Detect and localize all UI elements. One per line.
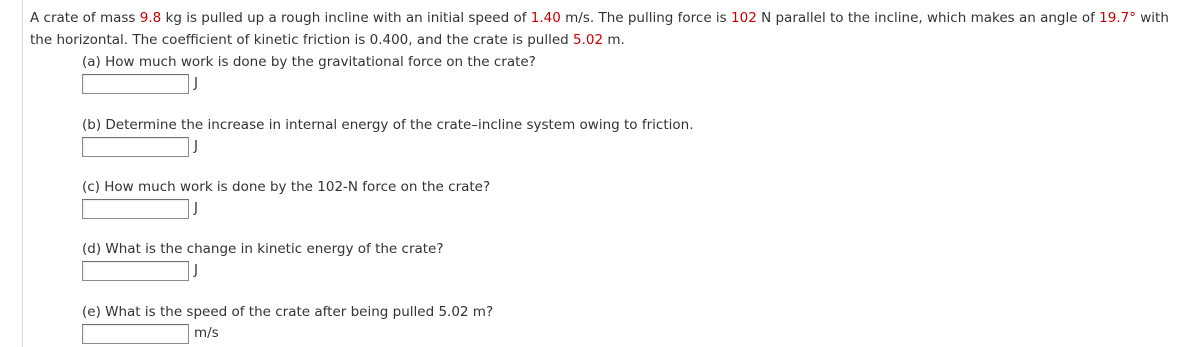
part-e-unit: m/s: [194, 325, 219, 341]
problem-statement: [30, 7, 1195, 51]
part-e: [82, 303, 493, 344]
part-e-question: (e) What is the speed of the crate after being pulled 5.02 m?: [82, 304, 494, 320]
part-c-answer-row: [82, 199, 490, 219]
problem-text-3: m/s. The pulling force is: [560, 10, 732, 26]
part-a-question: (a) How much work is done by the gravitational force on the crate?: [82, 54, 536, 70]
part-c-unit: J: [194, 200, 198, 216]
part-d-answer-input[interactable]: [82, 261, 189, 281]
part-e-answer-row: [82, 324, 493, 344]
part-a-answer-row: [82, 74, 536, 94]
part-c: [82, 178, 490, 219]
part-c-question: (c) How much work is done by the 102-N force on the crate?: [82, 179, 491, 195]
problem-text-6: m.: [603, 32, 625, 48]
problem-text-4: N parallel to the incline, which makes an angle of: [756, 10, 1100, 26]
mass-value: 9.8: [139, 10, 162, 26]
part-b-answer-row: [82, 137, 693, 157]
part-b-unit: J: [194, 138, 198, 154]
part-c-answer-input[interactable]: [82, 199, 189, 219]
pulling-force-value: 102: [731, 10, 757, 26]
part-d-unit: J: [194, 262, 198, 278]
distance-value: 5.02: [573, 32, 604, 48]
part-a-answer-input[interactable]: [82, 74, 189, 94]
problem-text-5: with the horizontal. The coefficient of kinetic friction is 0.400, and the crate is pulled: [30, 10, 1169, 48]
incline-angle-value: 19.7°: [1099, 10, 1136, 26]
part-d: [82, 240, 444, 281]
part-b-answer-input[interactable]: [82, 137, 189, 157]
part-b-question: (b) Determine the increase in internal energy of the crate–incline system owing to friction.: [82, 117, 694, 133]
part-d-question: (d) What is the change in kinetic energy of the crate?: [82, 241, 444, 257]
part-b: [82, 116, 693, 157]
problem-text-2: kg is pulled up a rough incline with an initial speed of: [161, 10, 531, 26]
initial-speed-value: 1.40: [530, 10, 561, 26]
part-e-answer-input[interactable]: [82, 324, 189, 344]
problem-text-1: A crate of mass: [30, 10, 140, 26]
part-a: [82, 53, 536, 94]
part-a-unit: J: [194, 75, 198, 91]
left-rule: [22, 0, 23, 347]
part-d-answer-row: [82, 261, 444, 281]
